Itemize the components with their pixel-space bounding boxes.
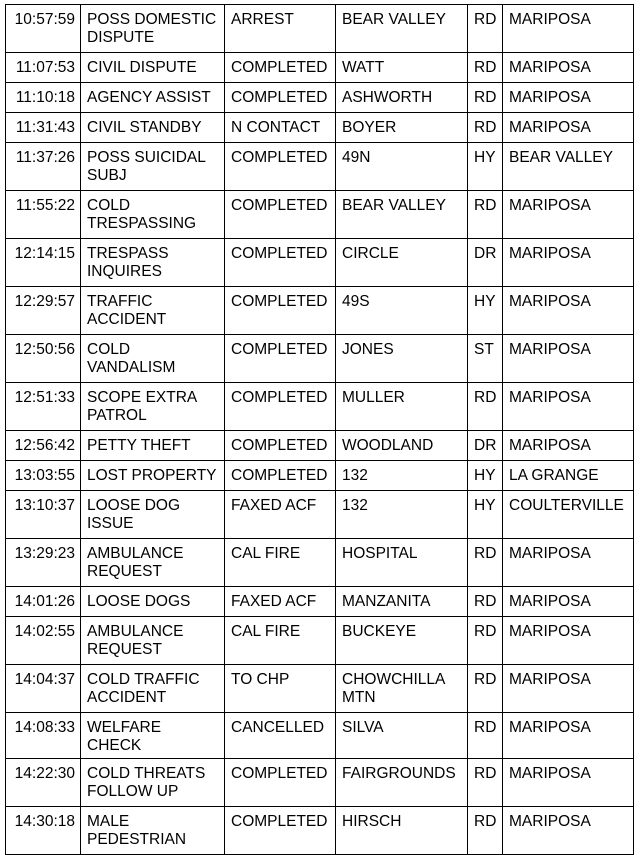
time-cell: 12:50:56: [6, 335, 81, 383]
time-cell: 14:01:26: [6, 587, 81, 617]
city-cell: MARIPOSA: [503, 713, 634, 759]
time-cell: 13:10:37: [6, 491, 81, 539]
call-type-cell: COLD THREATS FOLLOW UP: [81, 759, 225, 807]
street-cell: MANZANITA: [336, 587, 468, 617]
street-type-cell: DR: [468, 431, 503, 461]
street-cell: BUCKEYE: [336, 617, 468, 665]
table-row: [6, 191, 634, 239]
disposition-cell: N CONTACT: [225, 113, 336, 143]
disposition-cell: COMPLETED: [225, 461, 336, 491]
street-type-cell: RD: [468, 665, 503, 713]
table-row: [6, 539, 634, 587]
disposition-cell: FAXED ACF: [225, 587, 336, 617]
table-row: [6, 491, 634, 539]
disposition-cell: COMPLETED: [225, 83, 336, 113]
street-cell: ASHWORTH: [336, 83, 468, 113]
time-cell: 13:03:55: [6, 461, 81, 491]
time-cell: 11:55:22: [6, 191, 81, 239]
table-row: [6, 807, 634, 855]
table-row: [6, 665, 634, 713]
street-cell: CHOWCHILLA MTN: [336, 665, 468, 713]
table-row: [6, 143, 634, 191]
disposition-cell: TO CHP: [225, 665, 336, 713]
call-type-cell: POSS DOMESTIC DISPUTE: [81, 5, 225, 53]
call-type-cell: AGENCY ASSIST: [81, 83, 225, 113]
street-type-cell: DR: [468, 239, 503, 287]
street-cell: CIRCLE: [336, 239, 468, 287]
street-cell: 49S: [336, 287, 468, 335]
disposition-cell: COMPLETED: [225, 759, 336, 807]
time-cell: 14:30:18: [6, 807, 81, 855]
disposition-cell: CANCELLED: [225, 713, 336, 759]
table-row: [6, 239, 634, 287]
street-cell: HIRSCH: [336, 807, 468, 855]
city-cell: MARIPOSA: [503, 287, 634, 335]
time-cell: 11:37:26: [6, 143, 81, 191]
call-log-body: [6, 5, 634, 855]
call-type-cell: SCOPE EXTRA PATROL: [81, 383, 225, 431]
disposition-cell: COMPLETED: [225, 239, 336, 287]
call-type-cell: CIVIL DISPUTE: [81, 53, 225, 83]
city-cell: MARIPOSA: [503, 335, 634, 383]
time-cell: 14:22:30: [6, 759, 81, 807]
time-cell: 14:04:37: [6, 665, 81, 713]
street-type-cell: HY: [468, 287, 503, 335]
call-type-cell: LOOSE DOGS: [81, 587, 225, 617]
disposition-cell: COMPLETED: [225, 287, 336, 335]
city-cell: MARIPOSA: [503, 807, 634, 855]
street-type-cell: RD: [468, 713, 503, 759]
city-cell: MARIPOSA: [503, 665, 634, 713]
street-type-cell: RD: [468, 587, 503, 617]
street-type-cell: RD: [468, 83, 503, 113]
disposition-cell: COMPLETED: [225, 191, 336, 239]
city-cell: MARIPOSA: [503, 5, 634, 53]
street-type-cell: RD: [468, 53, 503, 83]
disposition-cell: COMPLETED: [225, 53, 336, 83]
city-cell: COULTERVILLE: [503, 491, 634, 539]
street-cell: JONES: [336, 335, 468, 383]
street-cell: FAIRGROUNDS: [336, 759, 468, 807]
call-type-cell: COLD VANDALISM: [81, 335, 225, 383]
time-cell: 11:07:53: [6, 53, 81, 83]
street-type-cell: HY: [468, 491, 503, 539]
call-type-cell: AMBULANCE REQUEST: [81, 617, 225, 665]
city-cell: MARIPOSA: [503, 239, 634, 287]
street-type-cell: RD: [468, 539, 503, 587]
time-cell: 11:31:43: [6, 113, 81, 143]
call-type-cell: LOST PROPERTY: [81, 461, 225, 491]
call-type-cell: WELFARE CHECK: [81, 713, 225, 759]
table-row: [6, 587, 634, 617]
call-type-cell: LOOSE DOG ISSUE: [81, 491, 225, 539]
disposition-cell: COMPLETED: [225, 807, 336, 855]
street-type-cell: RD: [468, 113, 503, 143]
call-type-cell: COLD TRESPASSING: [81, 191, 225, 239]
street-type-cell: RD: [468, 5, 503, 53]
table-row: [6, 461, 634, 491]
table-row: [6, 713, 634, 759]
table-row: [6, 431, 634, 461]
street-cell: BEAR VALLEY: [336, 191, 468, 239]
disposition-cell: ARREST: [225, 5, 336, 53]
time-cell: 10:57:59: [6, 5, 81, 53]
city-cell: MARIPOSA: [503, 53, 634, 83]
call-type-cell: PETTY THEFT: [81, 431, 225, 461]
city-cell: MARIPOSA: [503, 587, 634, 617]
call-log-table: [5, 4, 634, 855]
call-type-cell: COLD TRAFFIC ACCIDENT: [81, 665, 225, 713]
table-row: [6, 759, 634, 807]
call-type-cell: AMBULANCE REQUEST: [81, 539, 225, 587]
disposition-cell: CAL FIRE: [225, 617, 336, 665]
city-cell: MARIPOSA: [503, 539, 634, 587]
call-type-cell: TRAFFIC ACCIDENT: [81, 287, 225, 335]
street-cell: 132: [336, 461, 468, 491]
disposition-cell: CAL FIRE: [225, 539, 336, 587]
city-cell: MARIPOSA: [503, 759, 634, 807]
street-cell: BEAR VALLEY: [336, 5, 468, 53]
street-type-cell: RD: [468, 807, 503, 855]
city-cell: LA GRANGE: [503, 461, 634, 491]
time-cell: 13:29:23: [6, 539, 81, 587]
table-row: [6, 83, 634, 113]
street-type-cell: RD: [468, 617, 503, 665]
street-cell: MULLER: [336, 383, 468, 431]
disposition-cell: COMPLETED: [225, 335, 336, 383]
call-type-cell: TRESPASS INQUIRES: [81, 239, 225, 287]
street-cell: WOODLAND: [336, 431, 468, 461]
street-type-cell: HY: [468, 461, 503, 491]
time-cell: 14:08:33: [6, 713, 81, 759]
table-row: [6, 383, 634, 431]
disposition-cell: COMPLETED: [225, 383, 336, 431]
disposition-cell: COMPLETED: [225, 431, 336, 461]
city-cell: MARIPOSA: [503, 83, 634, 113]
city-cell: MARIPOSA: [503, 431, 634, 461]
street-cell: WATT: [336, 53, 468, 83]
time-cell: 11:10:18: [6, 83, 81, 113]
time-cell: 12:14:15: [6, 239, 81, 287]
city-cell: MARIPOSA: [503, 383, 634, 431]
city-cell: BEAR VALLEY: [503, 143, 634, 191]
street-type-cell: RD: [468, 191, 503, 239]
time-cell: 12:51:33: [6, 383, 81, 431]
table-row: [6, 5, 634, 53]
time-cell: 12:29:57: [6, 287, 81, 335]
disposition-cell: FAXED ACF: [225, 491, 336, 539]
time-cell: 14:02:55: [6, 617, 81, 665]
street-cell: HOSPITAL: [336, 539, 468, 587]
table-row: [6, 335, 634, 383]
street-cell: 132: [336, 491, 468, 539]
city-cell: MARIPOSA: [503, 113, 634, 143]
disposition-cell: COMPLETED: [225, 143, 336, 191]
street-type-cell: RD: [468, 759, 503, 807]
street-type-cell: HY: [468, 143, 503, 191]
city-cell: MARIPOSA: [503, 617, 634, 665]
call-type-cell: MALE PEDESTRIAN: [81, 807, 225, 855]
table-row: [6, 287, 634, 335]
time-cell: 12:56:42: [6, 431, 81, 461]
table-row: [6, 53, 634, 83]
table-row: [6, 617, 634, 665]
table-row: [6, 113, 634, 143]
street-type-cell: RD: [468, 383, 503, 431]
street-cell: 49N: [336, 143, 468, 191]
call-type-cell: CIVIL STANDBY: [81, 113, 225, 143]
street-cell: BOYER: [336, 113, 468, 143]
street-cell: SILVA: [336, 713, 468, 759]
street-type-cell: ST: [468, 335, 503, 383]
call-type-cell: POSS SUICIDAL SUBJ: [81, 143, 225, 191]
city-cell: MARIPOSA: [503, 191, 634, 239]
